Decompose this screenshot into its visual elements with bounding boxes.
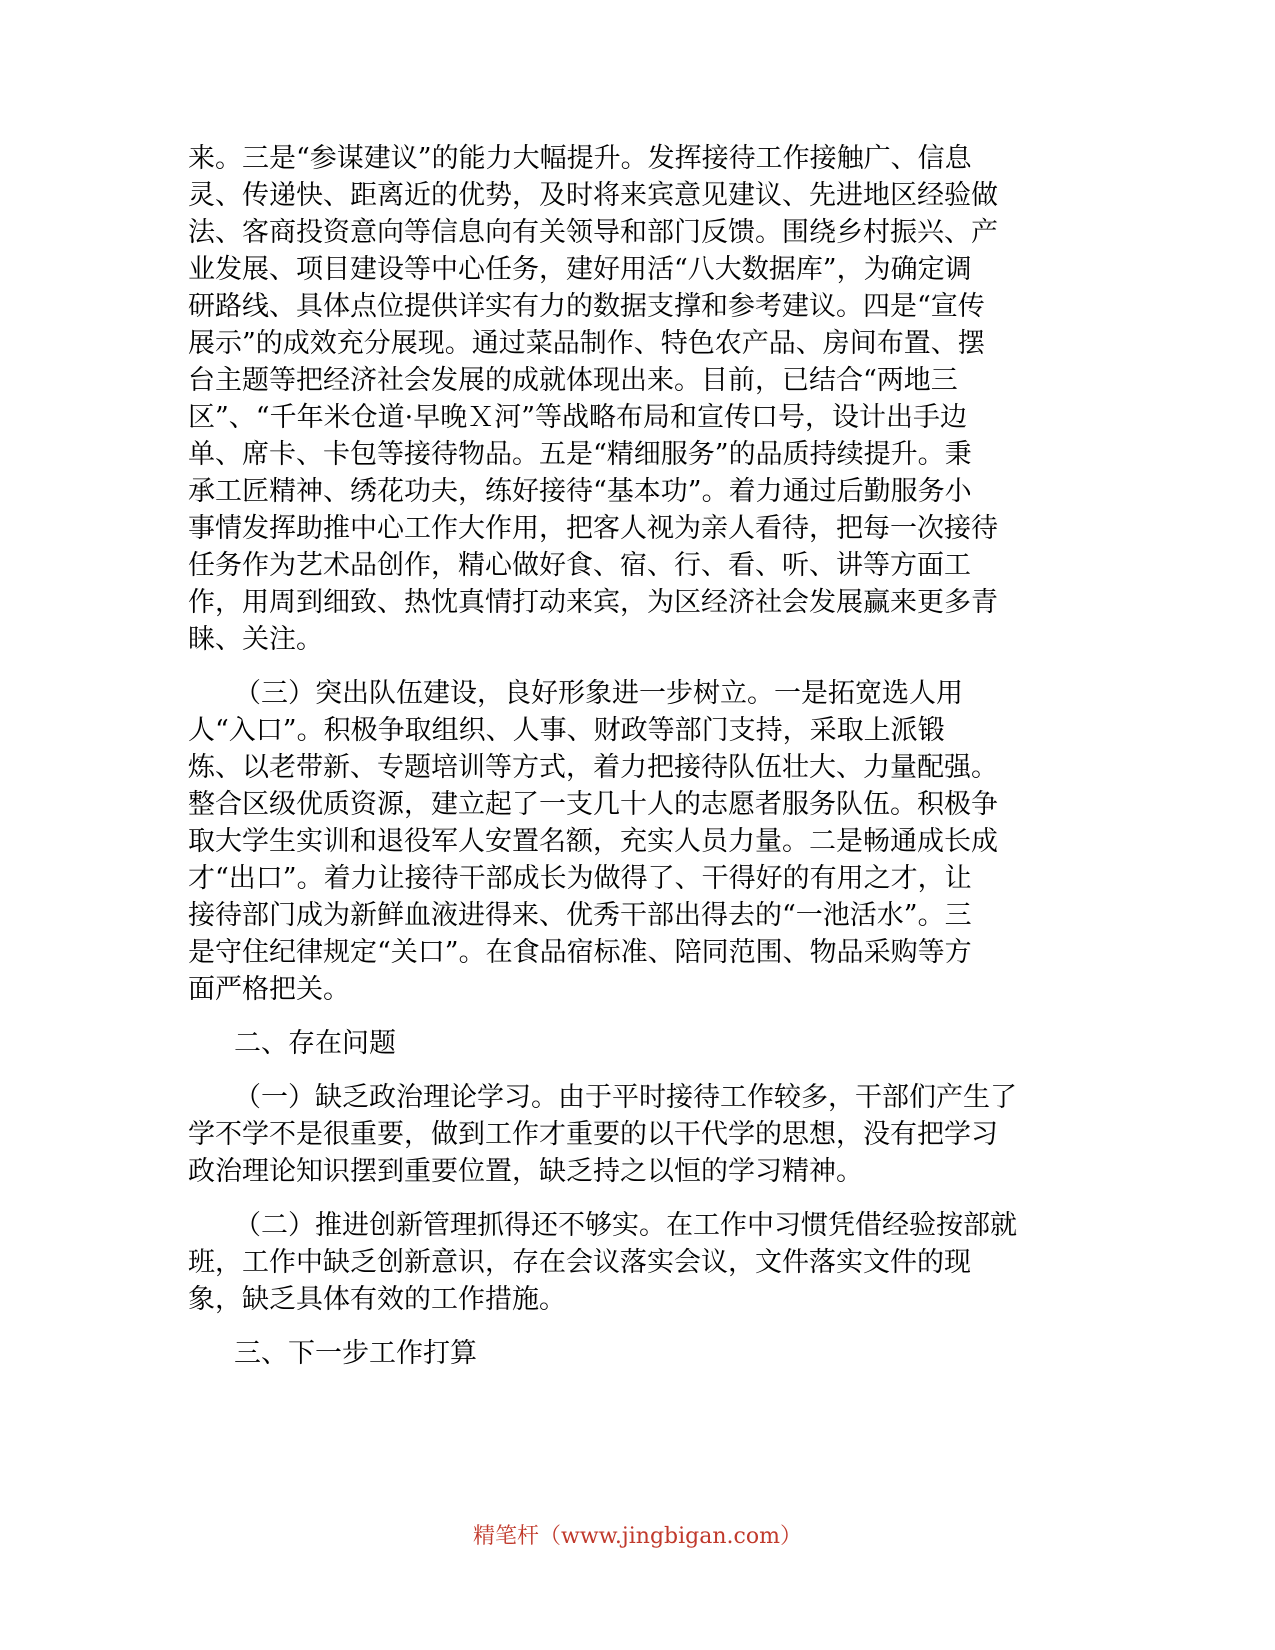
paragraph-1-line: 睐、关注。	[188, 624, 323, 655]
paragraph-2-line: 面严格把关。	[188, 974, 350, 1005]
paragraph-1-line: 区”、“千年米仓道·早晚Ｘ河”等战略布局和宣传口号，设计出手边	[188, 402, 967, 433]
paragraph-1-line: 展示”的成效充分展现。通过菜品制作、特色农产品、房间布置、摆	[188, 328, 985, 359]
paragraph-4-line: 班，工作中缺乏创新意识，存在会议落实会议，文件落实文件的现	[188, 1247, 971, 1278]
paragraph-1-line: 事情发挥助推中心工作大作用，把客人视为亲人看待，把每一次接待	[188, 513, 998, 544]
paragraph-2-line: 炼、以老带新、专题培训等方式，着力把接待队伍壮大、力量配强。	[188, 752, 998, 783]
paragraph-2-line: 才“出口”。着力让接待干部成长为做得了、干得好的有用之才，让	[188, 863, 972, 894]
section-heading-next-steps: 三、下一步工作打算	[234, 1338, 477, 1369]
paragraph-1-line: 灵、传递快、距离近的优势，及时将来宾意见建议、先进地区经验做	[188, 180, 998, 211]
paragraph-2-line: （三）突出队伍建设，良好形象进一步树立。一是拓宽选人用	[234, 678, 963, 709]
paragraph-4-line: 象，缺乏具体有效的工作措施。	[188, 1284, 566, 1315]
paragraph-4-line: （二）推进创新管理抓得还不够实。在工作中习惯凭借经验按部就	[234, 1210, 1017, 1241]
paragraph-2-line: 人“入口”。积极争取组织、人事、财政等部门支持，采取上派锻	[188, 715, 945, 746]
paragraph-1-line: 法、客商投资意向等信息向有关领导和部门反馈。围绕乡村振兴、产	[188, 217, 998, 248]
paragraph-1-line: 任务作为艺术品创作，精心做好食、宿、行、看、听、讲等方面工	[188, 550, 971, 581]
paragraph-3-line: （一）缺乏政治理论学习。由于平时接待工作较多，干部们产生了	[234, 1082, 1017, 1113]
paragraph-2-line: 整合区级优质资源，建立起了一支几十人的志愿者服务队伍。积极争	[188, 789, 998, 820]
paragraph-2-line: 接待部门成为新鲜血液进得来、优秀干部出得去的“一池活水”。三	[188, 900, 972, 931]
paragraph-2-line: 取大学生实训和退役军人安置名额，充实人员力量。二是畅通成长成	[188, 826, 998, 857]
paragraph-1-line: 研路线、具体点位提供详实有力的数据支撑和参考建议。四是“宣传	[188, 291, 985, 322]
paragraph-1-line: 作，用周到细致、热忱真情打动来宾，为区经济社会发展赢来更多青	[188, 587, 998, 618]
paragraph-3-line: 政治理论知识摆到重要位置，缺乏持之以恒的学习精神。	[188, 1156, 863, 1187]
paragraph-1-line: 台主题等把经济社会发展的成就体现出来。目前，已结合“两地三	[188, 365, 958, 396]
paragraph-1-line: 业发展、项目建设等中心任务，建好用活“八大数据库”，为确定调	[188, 254, 972, 285]
paragraph-3-line: 学不学不是很重要，做到工作才重要的以干代学的思想，没有把学习	[188, 1119, 998, 1150]
footer-watermark-link[interactable]: 精笔杆（www.jingbigan.com）	[473, 1524, 802, 1549]
paragraph-1-line: 单、席卡、卡包等接待物品。五是“精细服务”的品质持续提升。秉	[188, 439, 972, 470]
paragraph-1-line: 承工匠精神、绣花功夫，练好接待“基本功”。着力通过后勤服务小	[188, 476, 972, 507]
section-heading-problems: 二、存在问题	[234, 1028, 396, 1059]
paragraph-2-line: 是守住纪律规定“关口”。在食品宿标准、陪同范围、物品采购等方	[188, 937, 972, 968]
paragraph-1-line: 来。三是“参谋建议”的能力大幅提升。发挥接待工作接触广、信息	[188, 143, 972, 174]
